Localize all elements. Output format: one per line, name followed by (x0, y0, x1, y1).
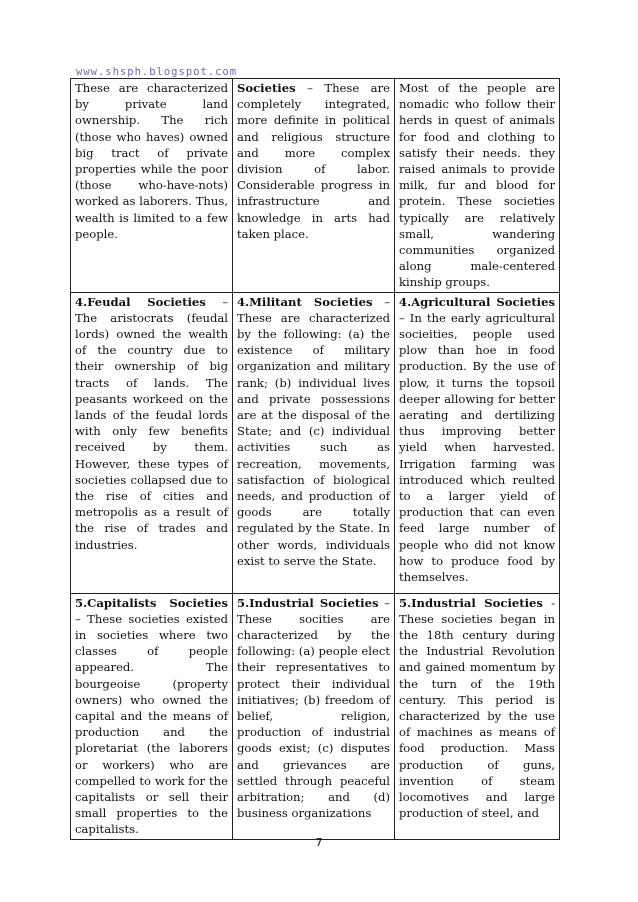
table-cell: 5.Industrial Societies – These socities are characterized by the following: (a) people elect their representatives to protect their individual initiatives; (b) freedom of belief, religion, production of industrial goods exist; (c) disputes and grievances are settled through peaceful arbitration; and (d) business organizations (233, 593, 395, 839)
cell-heading: 5.Industrial Societies (237, 595, 379, 610)
table-row (71, 593, 560, 839)
cell-heading: 4.Militant Societies (237, 294, 373, 309)
table-cell: Societies – These are completely integrated, more definite in political and religious structure and more complex division of labor. Considerable progress in infrastructure and knowledge in arts had taken place. (233, 79, 395, 293)
table-cell: 4.Agricultural Societies – In the early agricultural socieities, people used plow than hoe in food production. By the use of plow, it turns the topsoil deeper allowing for better aerating and dertilizing thus improving better yield when harvested. Irrigation farming was introduced which reulted to a larger yield of production that can even feed large number of people who did not know how to produce food by themselves. (395, 292, 560, 593)
table-row (71, 292, 560, 593)
table-cell: 4.Feudal Societies – The aristocrats (feudal lords) owned the wealth of the country due to their ownership of big tracts of lands. The peasants workeed on the lands of the feudal lords with only few benefits received by them. However, these types of societies collapsed due to the rise of cities and metropolis as a result of the rise of trades and industries. (71, 292, 233, 593)
societies-table (70, 78, 560, 840)
table-cell: 5.Industrial Societies - These societies began in the 18th century during the Industrial Revolution and gained momentum by the turn of the 19th century. This period is characterized by the use of machines as means of food production. Mass production of guns, invention of steam locomotives and large production of steel, and (395, 593, 560, 839)
table-cell: Most of the people are nomadic who follow their herds in quest of animals for food and clothing to satisfy their needs. they raised animals to provide milk, fur and blood for protein. These societies typically are relatively small, wandering communities organized along male-centered kinship groups. (395, 79, 560, 293)
cell-heading: 4.Agricultural Societies (399, 294, 555, 309)
table-cell: 5.Capitalists Societies – These societies existed in societies where two classes of people appeared. The bourgeoise (property owners) who owned the capital and the means of production and the ploretariat (the laborers or workers) who are compelled to work for the capitalists or sell their small properties to the capitalists. (71, 593, 233, 839)
cell-heading: Societies (237, 81, 296, 95)
cell-heading: 4.Feudal Societies (75, 294, 206, 309)
watermark-url: www.shsph.blogspot.com (76, 66, 238, 78)
cell-heading: 5.Capitalists Societies (75, 595, 228, 610)
cell-heading: 5.Industrial Societies (399, 595, 543, 610)
table-cell: These are characterized by private land ownership. The rich (those who haves) owned big tract of private properties while the poor (those who-have-nots) worked as laborers. Thus, wealth is limited to a few people. (71, 79, 233, 293)
table-cell: 4.Militant Societies – These are characterized by the following: (a) the existence of military organization and military rank; (b) individual lives and private possessions are at the disposal of the State; and (c) individual activities such as recreation, movements, satisfaction of biological needs, and production of goods are totally regulated by the State. In other words, individuals exist to serve the State. (233, 292, 395, 593)
table-row (71, 79, 560, 293)
page-number: 7 (315, 836, 323, 849)
